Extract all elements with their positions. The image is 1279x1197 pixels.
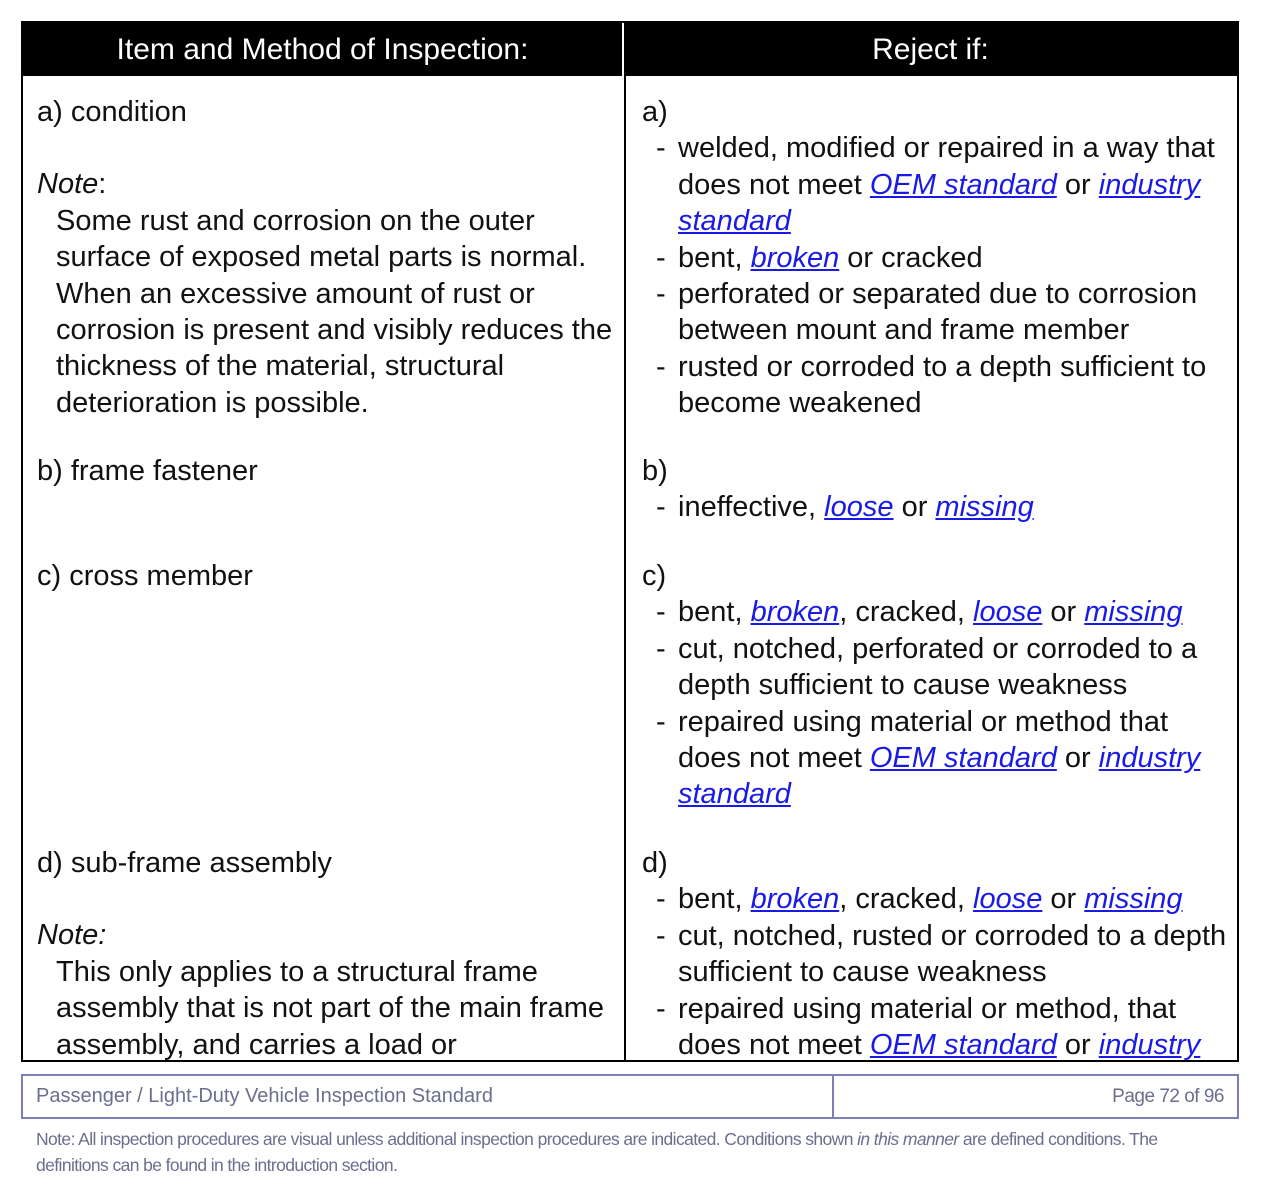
table-body [23, 76, 1237, 1060]
row-c-reject-label: c) [642, 560, 667, 592]
broken-link[interactable]: broken [750, 596, 840, 629]
reject-text: or [1050, 883, 1077, 916]
row-a-reject [642, 94, 1234, 422]
header-reject-if: Reject if: [872, 33, 989, 66]
loose-link[interactable]: loose [973, 883, 1043, 916]
reject-text: or [901, 491, 928, 524]
row-a-reject-label: a) [642, 96, 668, 128]
inspection-table [21, 21, 1239, 1062]
broken-link[interactable]: broken [750, 241, 840, 274]
reject-text: , cracked, [839, 596, 965, 629]
disclaimer-note [36, 1126, 1231, 1178]
reject-text: ineffective, [678, 491, 817, 524]
row-a-reject-item [642, 240, 1234, 276]
row-a-note-text: Some rust and corrosion on the outer surface of exposed metal parts is normal. When an excessive amount of rust or corrosion is present and visibly reduces the thickness of the material, structural deterioration is possible. [56, 204, 613, 419]
reject-text: or [1064, 742, 1091, 775]
row-c-item: c) cross member [37, 560, 253, 592]
oem-standard-link[interactable]: OEM standard [869, 742, 1057, 775]
loose-link[interactable]: loose [824, 491, 894, 524]
row-d-item [37, 845, 617, 1062]
row-c-reject-item: - cut, notched, perforated or corroded to a depth sufficient to cause weakness [642, 631, 1234, 704]
disclaimer-italic: in this manner [857, 1129, 959, 1149]
row-b-reject-item [642, 489, 1234, 525]
row-d-note-label: Note: [37, 919, 107, 952]
row-d-note-text: This only applies to a structural frame assembly that is not part of the main frame assembly, and carries a load or [56, 955, 605, 1061]
row-c-reject-item [642, 594, 1234, 630]
row-d-item-label: d) sub-frame assembly [37, 847, 332, 879]
row-d-reject-item [642, 881, 1234, 917]
row-a-note-label: Note [37, 168, 99, 201]
missing-link[interactable]: missing [1084, 596, 1183, 629]
oem-standard-link[interactable]: OEM standard [869, 1029, 1057, 1062]
row-a-item: a) condition Note: Some rust and corrosion on the outer surface of exposed metal parts is normal. When an excessive amount of rust or corrosion is present and visibly reduces the thickness of the material, structural deterioration is possible. [37, 94, 617, 421]
column-divider [624, 76, 626, 1060]
loose-link[interactable]: loose [973, 596, 1043, 629]
row-a-reject-item: - perforated or separated due to corrosion between mount and frame member [642, 276, 1234, 349]
oem-standard-link[interactable]: OEM standard [869, 168, 1057, 201]
broken-link[interactable]: broken [750, 883, 840, 916]
reject-text: bent, [678, 596, 743, 629]
disclaimer-text: are defined conditions. The definitions can be found in the introduction section. [36, 1129, 1158, 1175]
row-d-reject-item: - cut, notched, rusted or corroded to a depth sufficient to cause weakness [642, 918, 1234, 991]
document-title: Passenger / Light-Duty Vehicle Inspection Standard [23, 1076, 834, 1117]
reject-text: repaired using material or method that does not meet [678, 705, 1169, 775]
page-number: Page 72 of 96 [1112, 1086, 1224, 1107]
row-d-reject [642, 845, 1234, 1062]
row-a-reject-item [642, 130, 1234, 239]
reject-text: welded, modified or repaired in a way that does not meet [678, 132, 1215, 201]
row-b-item: b) frame fastener [37, 455, 258, 487]
industry-standard-link[interactable]: industry standard [678, 168, 1201, 238]
row-d-reject-item [642, 991, 1234, 1062]
industry-standard-link[interactable]: industry [1098, 1029, 1201, 1062]
reject-text: or [1050, 596, 1077, 629]
disclaimer-text: Note: All inspection procedures are visual unless additional inspection procedures are indicated. Conditions shown [36, 1129, 853, 1149]
table-header [23, 23, 1237, 76]
row-c-reject [642, 558, 1234, 813]
reject-text: repaired using material or method, that does not meet [678, 992, 1177, 1062]
row-b-reject [642, 453, 1234, 526]
page-footer [21, 1074, 1239, 1119]
header-item-method: Item and Method of Inspection: [23, 23, 624, 76]
row-a-item-label: a) condition [37, 96, 187, 128]
reject-text: or cracked [847, 241, 983, 274]
reject-text: bent, [678, 883, 743, 916]
industry-standard-link[interactable]: industry standard [678, 742, 1201, 811]
reject-text: or [1064, 168, 1091, 201]
missing-link[interactable]: missing [935, 491, 1034, 524]
row-b-reject-label: b) [642, 455, 668, 487]
reject-text: , cracked, [839, 883, 965, 916]
row-d-reject-label: d) [642, 847, 668, 879]
reject-text: or [1064, 1029, 1091, 1062]
reject-text: bent, [678, 241, 743, 274]
missing-link[interactable]: missing [1084, 883, 1183, 916]
row-a-reject-item: - rusted or corroded to a depth sufficient to become weakened [642, 349, 1234, 422]
row-c-reject-item [642, 704, 1234, 813]
